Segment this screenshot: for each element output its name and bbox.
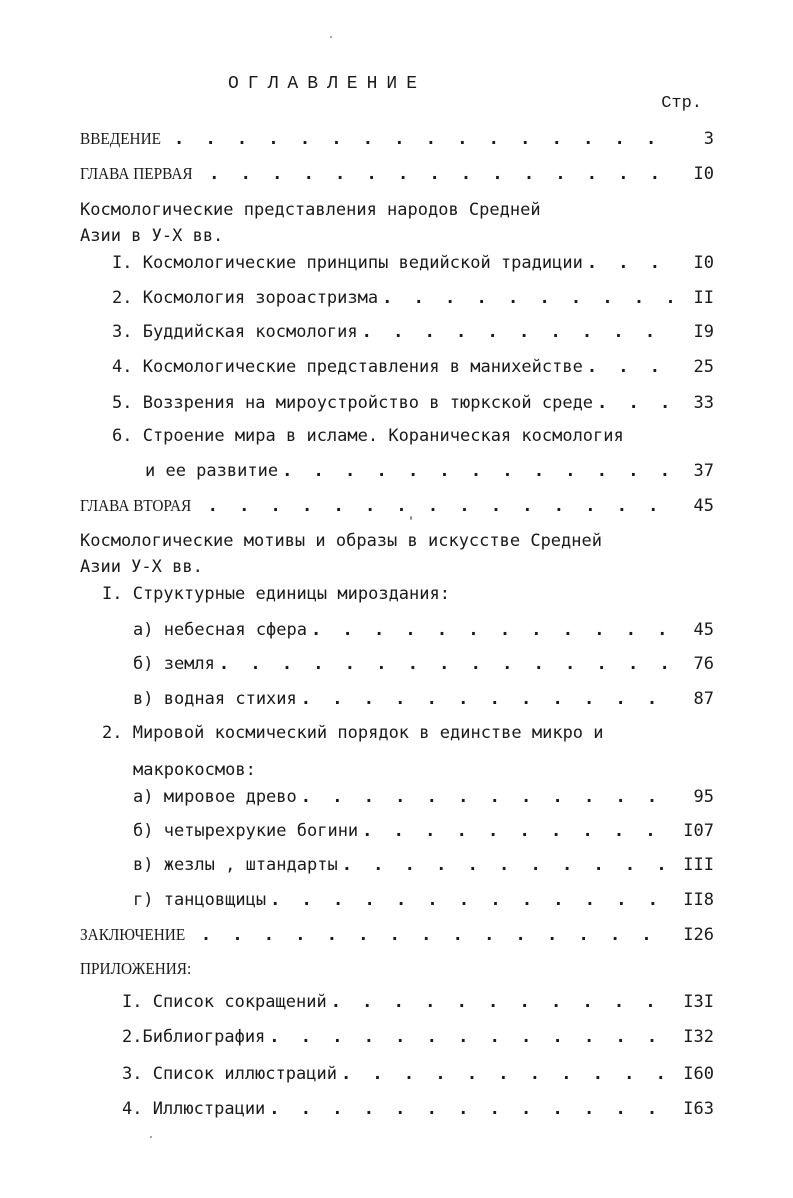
toc-entry-2-1-b[interactable] [133,651,714,675]
toc-entry-page: III [683,855,714,875]
leader-dots [341,1063,676,1085]
toc-entry-appendix-3[interactable] [122,1061,714,1085]
chapter-2-subtitle-line-2: Азии У-Х вв. [80,557,203,577]
scan-speck [150,1136,152,1138]
toc-entry-page: II8 [683,890,714,910]
leader-dots [174,128,676,150]
toc-entry-page: I0 [693,164,714,184]
toc-entry-2-2-d[interactable] [133,887,714,911]
toc-entry-label: б) четырехрукие богини [133,821,359,841]
chapter-1-subtitle-line-1: Космологические представления народов Средней [80,200,541,220]
toc-entry-conclusion[interactable] [80,922,714,946]
scan-speck [410,516,412,520]
toc-entry-label: в) жезлы , штандарты [133,855,338,875]
leader-dots [201,924,676,946]
leader-dots [208,495,676,517]
scan-speck [330,36,332,38]
toc-entry-page: 25 [693,357,714,377]
leader-dots [209,163,676,185]
toc-entry-label: и ее развитие [145,461,279,481]
toc-entry-1-4[interactable] [112,354,714,378]
toc-entry-label: ВВЕДЕНИЕ [80,129,161,148]
toc-entry-page: I3I [683,992,714,1012]
toc-entry-label: 4. Иллюстрации [122,1099,266,1119]
page-title: ОГЛАВЛЕНИЕ [228,74,427,94]
leader-dots [342,854,676,876]
toc-entry-1-3[interactable] [112,319,714,343]
toc-entry-chapter-2[interactable] [80,493,714,517]
leader-dots [362,321,676,343]
toc-entry-1-6-line-1: 6. Строение мира в исламе. Кораническая космология [112,426,624,446]
toc-entry-label: 2.Библиография [122,1027,266,1047]
toc-entry-label: I. Список сокращений [122,992,327,1012]
toc-entry-page: 95 [693,787,714,807]
toc-entry-label: в) водная стихия [133,689,297,709]
leader-dots [282,460,676,482]
toc-entry-label: 5. Воззрения на мироустройство в тюркской среде [112,393,594,413]
toc-entry-label: 4. Космологические представления в манихействе [112,357,583,377]
section-2-1-heading: I. Структурные единицы мироздания: [102,584,450,604]
leader-dots [269,1026,676,1048]
toc-entry-page: 87 [693,689,714,709]
section-2-2-heading-line-2: макрокосмов: [133,760,256,780]
leader-dots [269,1098,676,1120]
page-column-header: Стр. [661,94,702,113]
leader-dots [219,653,676,675]
toc-entry-page: 33 [693,393,714,413]
section-2-2-heading-line-1: 2. Мировой космический порядок в единстве микро и [102,723,604,743]
leader-dots [301,786,676,808]
toc-entry-page: I32 [683,1027,714,1047]
toc-entry-2-2-a[interactable] [133,784,714,808]
toc-entry-label: а) небесная сфера [133,620,307,640]
leader-dots [587,356,676,378]
toc-entry-2-2-b[interactable] [133,818,714,842]
leader-dots [270,889,676,911]
toc-entry-label: 3. Список иллюстраций [122,1064,337,1084]
toc-entry-page: II [693,288,714,308]
chapter-1-subtitle-line-2: Азии в У-Х вв. [80,226,224,246]
toc-entry-page: 45 [693,620,714,640]
toc-entry-label: ГЛАВА ВТОРАЯ [80,496,192,515]
leader-dots [597,392,676,414]
leader-dots [331,991,676,1013]
toc-entry-page: 37 [693,461,714,481]
toc-entry-introduction[interactable] [80,126,714,150]
toc-entry-page: I63 [683,1099,714,1119]
toc-entry-page: I07 [683,821,714,841]
toc-entry-appendix-4[interactable] [122,1096,714,1120]
appendices-heading-label: ПРИЛОЖЕНИЯ: [80,959,192,978]
toc-entry-label: б) земля [133,654,215,674]
toc-entry-page: I0 [693,253,714,273]
toc-entry-chapter-1[interactable] [80,161,714,185]
toc-entry-2-1-c[interactable] [133,686,714,710]
leader-dots [382,287,676,309]
toc-entry-page: 3 [703,129,714,149]
toc-entry-1-6[interactable] [145,458,714,482]
leader-dots [362,820,676,842]
toc-entry-appendix-2[interactable] [122,1024,714,1048]
toc-entry-page: I9 [693,322,714,342]
leader-dots [301,688,676,710]
toc-entry-label: ЗАКЛЮЧЕНИЕ [80,925,186,944]
toc-entry-page: I60 [683,1064,714,1084]
appendices-heading [80,958,204,980]
toc-entry-label: 3. Буддийская космология [112,322,358,342]
toc-entry-1-5[interactable] [112,390,714,414]
toc-entry-1-1[interactable] [112,250,714,274]
toc-entry-label: 2. Космология зороастризма [112,288,379,308]
toc-entry-page: 76 [693,654,714,674]
toc-entry-label: г) танцовщицы [133,890,267,910]
toc-entry-label: ГЛАВА ПЕРВАЯ [80,164,193,183]
toc-entry-label: I. Космологические принципы ведийской традиции [112,253,583,273]
leader-dots [587,252,676,274]
toc-entry-2-2-c[interactable] [133,852,714,876]
toc-entry-page: I26 [683,925,714,945]
chapter-2-subtitle-line-1: Космологические мотивы и образы в искусстве Средней [80,531,602,551]
toc-entry-2-1-a[interactable] [133,617,714,641]
toc-entry-1-2[interactable] [112,285,714,309]
toc-entry-appendix-1[interactable] [122,989,714,1013]
toc-entry-label: а) мировое древо [133,787,297,807]
toc-entry-page: 45 [693,496,714,516]
leader-dots [311,619,676,641]
